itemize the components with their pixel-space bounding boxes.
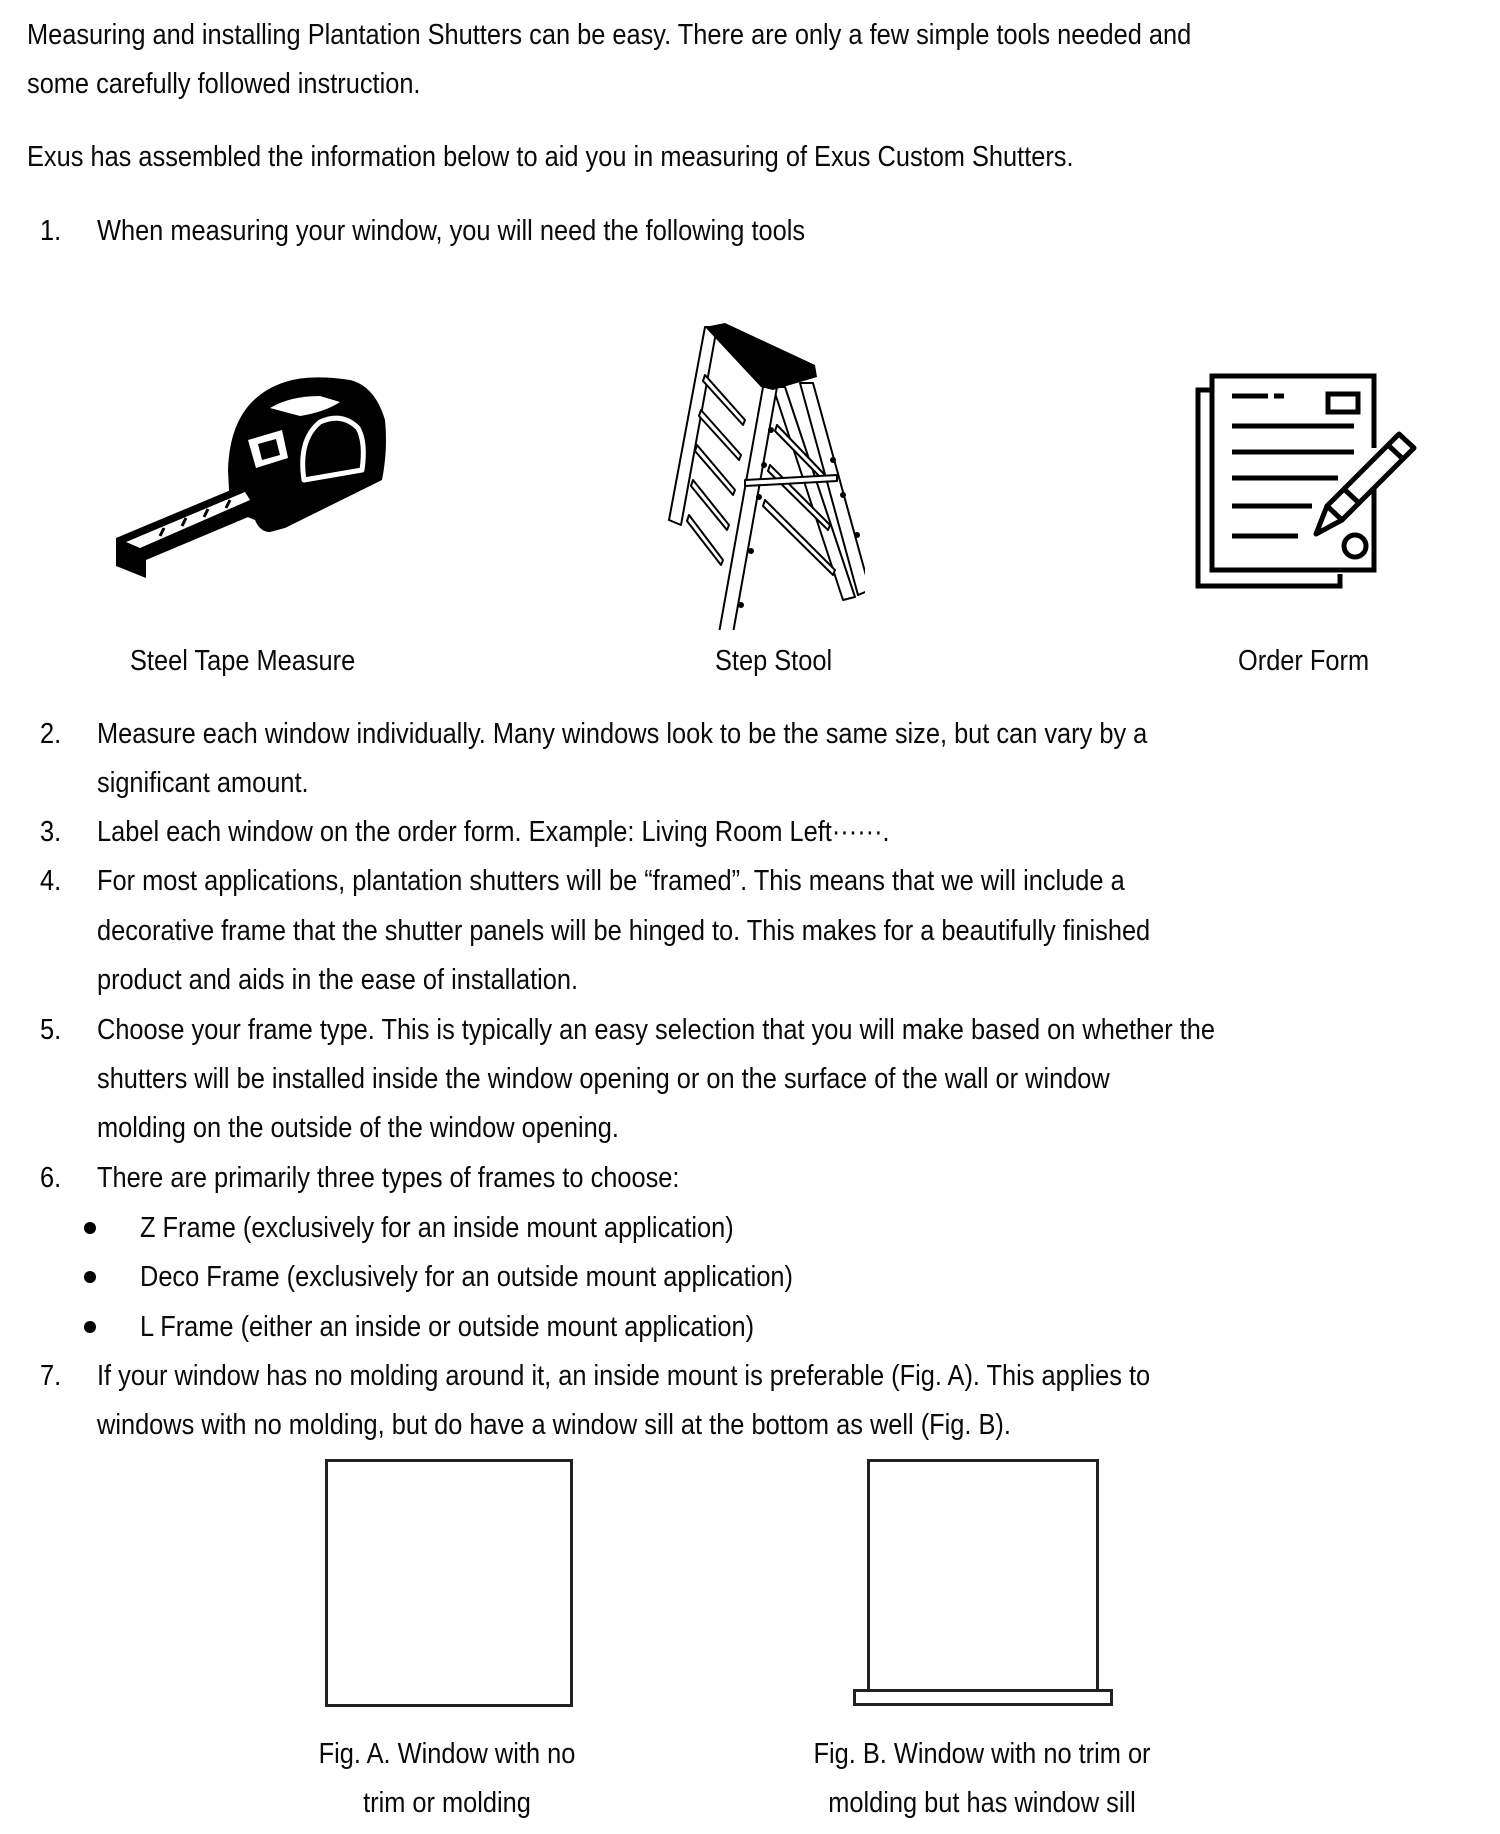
order-form-icon [1192,352,1422,592]
tool-label-step-stool: Step Stool [715,645,833,677]
step-5-line-1: Choose your frame type. This is typically an easy selection that you will make based on whether the [97,1014,1216,1046]
figure-a-caption-line-1: Fig. A. Window with no [318,1738,576,1770]
intro-line-2: some carefully followed instruction. [27,68,421,100]
step-number-1: 1. [40,215,62,247]
step-number-4: 4. [40,865,62,897]
exus-intro: Exus has assembled the information below to aid you in measuring of Exus Custom Shutters. [27,141,1074,173]
frame-type-deco: Deco Frame (exclusively for an outside mount application) [140,1261,794,1293]
step-number-2: 2. [40,718,62,750]
step-2-line-2: significant amount. [97,767,309,799]
step-5-line-3: molding on the outside of the window opening. [97,1112,619,1144]
step-4-line-1: For most applications, plantation shutters will be “framed”. This means that we will include a [97,865,1125,897]
figure-b-window-sill [853,1689,1113,1706]
step-number-3: 3. [40,816,62,848]
tape-measure-icon [110,360,390,580]
figure-b-caption-line-1: Fig. B. Window with no trim or [813,1738,1151,1770]
figure-b-caption-line-2: molding but has window sill [828,1787,1136,1819]
step-1-line-1: When measuring your window, you will need the following tools [97,215,806,247]
step-6-line-1: There are primarily three types of frames to choose: [97,1162,680,1194]
step-number-6: 6. [40,1162,62,1194]
step-7-line-2: windows with no molding, but do have a window sill at the bottom as well (Fig. B). [97,1409,1011,1441]
step-stool-icon [665,315,865,630]
tool-label-order-form: Order Form [1238,645,1370,677]
step-4-line-3: product and aids in the ease of installation. [97,964,579,996]
step-number-5: 5. [40,1014,62,1046]
step-2-line-1: Measure each window individually. Many windows look to be the same size, but can vary by a [97,718,1148,750]
step-5-line-2: shutters will be installed inside the window opening or on the surface of the wall or window [97,1063,1110,1095]
step-number-7: 7. [40,1360,62,1392]
bullet-icon [84,1271,96,1283]
bullet-icon [84,1321,96,1333]
tool-label-tape-measure: Steel Tape Measure [130,645,356,677]
bullet-icon [84,1222,96,1234]
step-7-line-1: If your window has no molding around it, an inside mount is preferable (Fig. A). This applies to [97,1360,1151,1392]
frame-type-l: L Frame (either an inside or outside mount application) [140,1311,755,1343]
figure-a-caption-line-2: trim or molding [363,1787,531,1819]
figure-b-window [867,1459,1099,1692]
step-4-line-2: decorative frame that the shutter panels will be hinged to. This makes for a beautifully finished [97,915,1151,947]
intro-line-1: Measuring and installing Plantation Shutters can be easy. There are only a few simple tools needed and [27,19,1192,51]
figure-a-window [325,1459,573,1707]
frame-type-z: Z Frame (exclusively for an inside mount application) [140,1212,734,1244]
step-3-line-1: Label each window on the order form. Example: Living Room Left······. [97,816,890,848]
